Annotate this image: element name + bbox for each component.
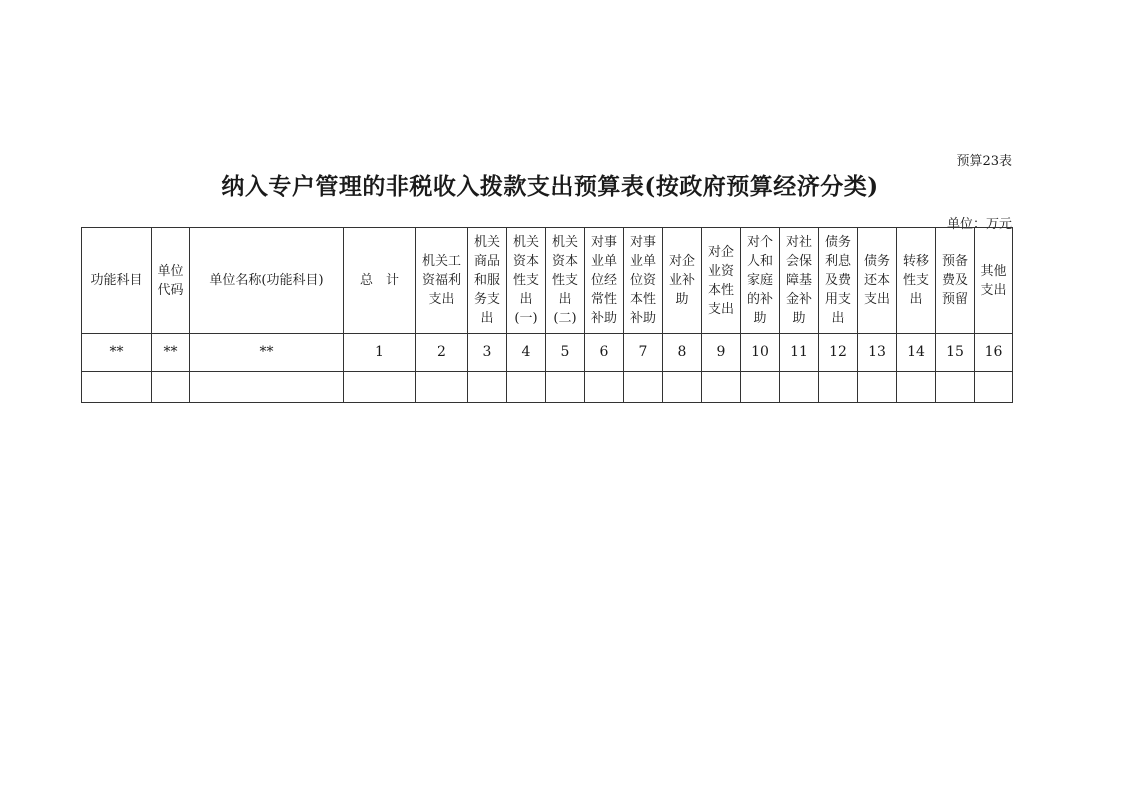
header-cell: 预备 费及 预留	[936, 228, 975, 334]
unit-label: 单位：万元	[946, 217, 1012, 232]
header-cell: 对企 业资 本性 支出	[702, 228, 741, 334]
data-cell	[858, 372, 897, 403]
form-code: 预算23表	[956, 154, 1012, 169]
index-cell: 10	[741, 334, 780, 372]
data-cell	[82, 372, 152, 403]
data-cell	[344, 372, 416, 403]
data-cell	[663, 372, 702, 403]
data-cell	[897, 372, 936, 403]
index-cell: 8	[663, 334, 702, 372]
index-cell: 15	[936, 334, 975, 372]
header-cell: 机关 资本 性支 出 (一)	[507, 228, 546, 334]
index-cell: 13	[858, 334, 897, 372]
index-cell: 11	[780, 334, 819, 372]
header-cell: 对事 业单 位资 本性 补助	[624, 228, 663, 334]
page-title: 纳入专户管理的非税收入拨款支出预算表(按政府预算经济分类)	[221, 173, 879, 200]
index-cell: 14	[897, 334, 936, 372]
header-cell: 机关 商品 和服 务支 出	[468, 228, 507, 334]
index-row	[82, 334, 1013, 372]
header-cell: 其他 支出	[975, 228, 1013, 334]
index-cell: 4	[507, 334, 546, 372]
header-cell: 债务 还本 支出	[858, 228, 897, 334]
data-cell	[152, 372, 190, 403]
index-cell: **	[152, 334, 190, 372]
data-cell	[416, 372, 468, 403]
data-cell	[468, 372, 507, 403]
index-cell: 9	[702, 334, 741, 372]
header-cell: 单位名称(功能科目)	[190, 228, 344, 334]
header-cell: 债务 利息 及费 用支 出	[819, 228, 858, 334]
header-cell: 对企 业补 助	[663, 228, 702, 334]
data-cell	[780, 372, 819, 403]
header-cell: 机关工 资福利 支出	[416, 228, 468, 334]
data-cell	[585, 372, 624, 403]
data-cell	[702, 372, 741, 403]
data-cell	[507, 372, 546, 403]
data-cell	[546, 372, 585, 403]
header-row	[82, 228, 1013, 334]
header-cell: 总 计	[344, 228, 416, 334]
data-row	[82, 372, 1013, 403]
index-cell: 7	[624, 334, 663, 372]
budget-table	[81, 227, 1013, 403]
data-cell	[936, 372, 975, 403]
data-cell	[624, 372, 663, 403]
header-cell: 机关 资本 性支 出 (二)	[546, 228, 585, 334]
index-cell: 16	[975, 334, 1013, 372]
header-cell: 对个 人和 家庭 的补 助	[741, 228, 780, 334]
data-cell	[190, 372, 344, 403]
index-cell: 2	[416, 334, 468, 372]
header-cell: 对事 业单 位经 常性 补助	[585, 228, 624, 334]
index-cell: 3	[468, 334, 507, 372]
data-cell	[741, 372, 780, 403]
index-cell: 6	[585, 334, 624, 372]
header-cell: 对社 会保 障基 金补 助	[780, 228, 819, 334]
header-cell: 功能科目	[82, 228, 152, 334]
header-cell: 单位 代码	[152, 228, 190, 334]
index-cell: **	[82, 334, 152, 372]
data-cell	[975, 372, 1013, 403]
header-cell: 转移 性支 出	[897, 228, 936, 334]
index-cell: 5	[546, 334, 585, 372]
data-cell	[819, 372, 858, 403]
index-cell: **	[190, 334, 344, 372]
index-cell: 1	[344, 334, 416, 372]
index-cell: 12	[819, 334, 858, 372]
